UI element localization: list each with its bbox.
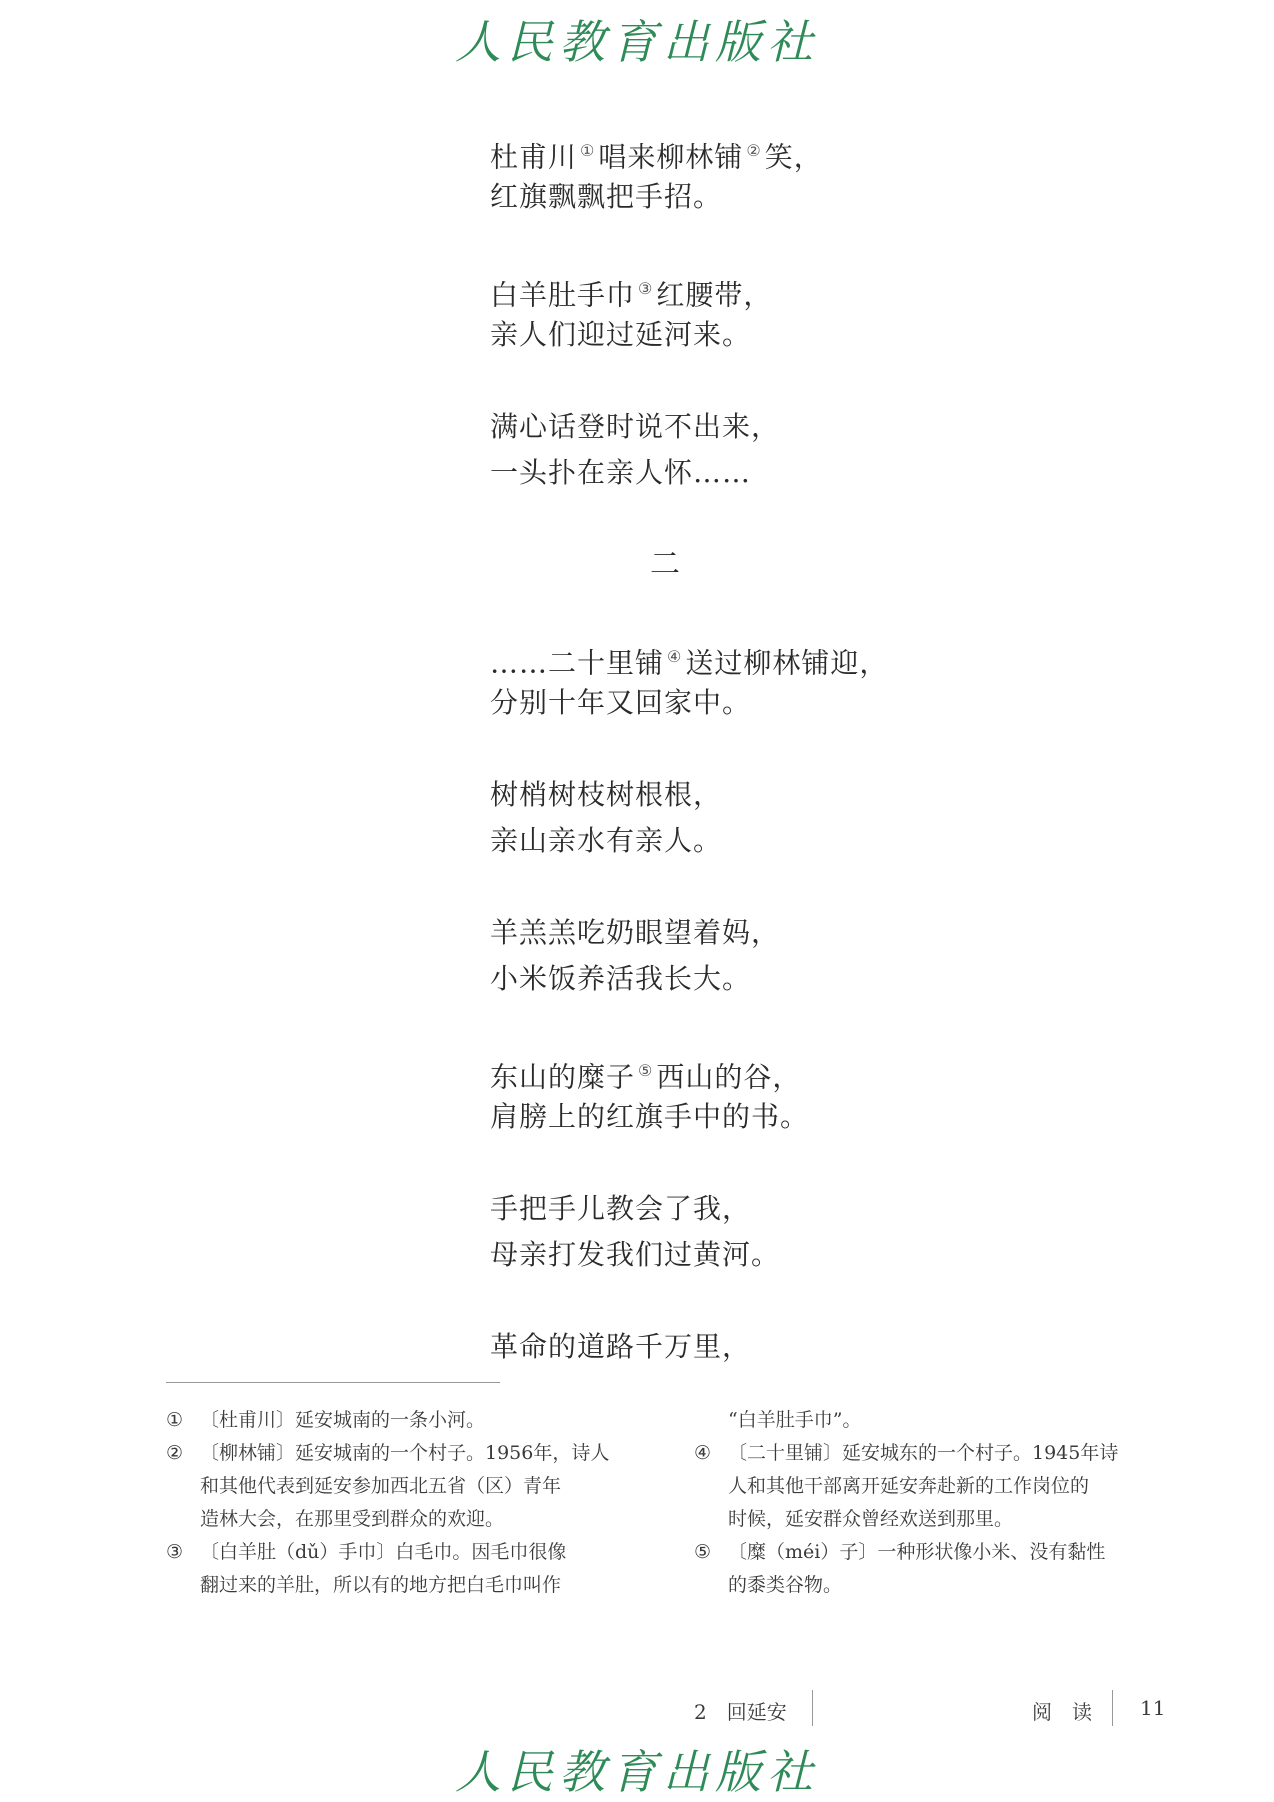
poem-line: 小米饭养活我长大。 bbox=[490, 962, 752, 995]
poem-line: 革命的道路千万里， bbox=[490, 1330, 752, 1363]
section-title: 二 bbox=[650, 547, 680, 582]
footnote-text: 造林大会，在那里受到群众的欢迎。 bbox=[200, 1508, 505, 1530]
stanza bbox=[490, 634, 1050, 726]
footnote-text: 的黍类谷物。 bbox=[728, 1574, 843, 1596]
poem-text: 杜甫川 bbox=[490, 140, 578, 174]
poem-text: 笑， bbox=[764, 140, 823, 174]
poem-line bbox=[490, 266, 1050, 312]
footnote-text: 〔白羊肚（dǔ）手巾〕白毛巾。因毛巾很像 bbox=[200, 1541, 567, 1563]
poem-line: 母亲打发我们过黄河。 bbox=[490, 1238, 781, 1271]
footnote-number: ④ bbox=[694, 1442, 712, 1464]
stanza bbox=[490, 1048, 1050, 1140]
poem-line bbox=[490, 128, 1050, 174]
poem-text: 红腰带， bbox=[656, 278, 773, 312]
footnote-marker[interactable]: ② bbox=[746, 141, 762, 160]
footnote-item bbox=[694, 1536, 1178, 1602]
footnote-number: ⑤ bbox=[694, 1541, 712, 1563]
footnote-item bbox=[166, 1404, 646, 1437]
footnote-number: ① bbox=[166, 1409, 184, 1431]
poem-line: 羊羔羔吃奶眼望着妈， bbox=[490, 916, 781, 949]
stanza bbox=[490, 404, 1050, 496]
poem-line: 手把手儿教会了我， bbox=[490, 1192, 752, 1225]
poem-text: ……二十里铺 bbox=[490, 646, 665, 680]
footnote-divider bbox=[166, 1382, 500, 1383]
footnote-text: 〔杜甫川〕延安城南的一条小河。 bbox=[200, 1409, 486, 1431]
footnote-text: 〔糜（méi）子〕一种形状像小米、没有黏性 bbox=[728, 1541, 1106, 1563]
publisher-logo-top: 人民教育出版社 bbox=[455, 15, 819, 69]
poem-line: 亲人们迎过延河来。 bbox=[490, 318, 752, 351]
poem-text: 送过柳林铺迎， bbox=[685, 646, 889, 680]
footnotes-right-column bbox=[694, 1404, 1178, 1602]
footnote-marker[interactable]: ④ bbox=[667, 647, 683, 666]
footnotes-left-column bbox=[166, 1404, 646, 1602]
stanza bbox=[490, 1186, 1050, 1278]
footnote-text: 时候，延安群众曾经欢送到那里。 bbox=[728, 1508, 1014, 1530]
poem-text: 白羊肚手巾 bbox=[490, 278, 636, 312]
footnote-text: 〔二十里铺〕延安城东的一个村子。1945年诗 bbox=[728, 1442, 1119, 1464]
poem-line: 满心话登时说不出来， bbox=[490, 410, 781, 443]
footnote-marker[interactable]: ③ bbox=[638, 279, 654, 298]
poem-line: 分别十年又回家中。 bbox=[490, 686, 752, 719]
footnote-marker[interactable]: ⑤ bbox=[638, 1061, 654, 1080]
lesson-title: 2 回延安 bbox=[694, 1700, 787, 1724]
stanza bbox=[490, 910, 1050, 1002]
unit-label: 阅 读 bbox=[1032, 1700, 1092, 1724]
footnote-item bbox=[166, 1437, 646, 1536]
footnote-text: 和其他代表到延安参加西北五省（区）青年 bbox=[200, 1475, 562, 1497]
footnote-continuation: “白羊肚手巾”。 bbox=[728, 1409, 862, 1431]
poem-text: 西山的谷， bbox=[656, 1060, 802, 1094]
footnote-number: ② bbox=[166, 1442, 184, 1464]
footnote-item bbox=[694, 1437, 1178, 1536]
poem-line bbox=[490, 1048, 1050, 1094]
footnote-number: ③ bbox=[166, 1541, 184, 1563]
poem-text: 东山的糜子 bbox=[490, 1060, 636, 1094]
stanza bbox=[490, 1324, 1050, 1370]
poem-text: 唱来柳林铺 bbox=[598, 140, 744, 174]
footnote-text: 人和其他干部离开延安奔赴新的工作岗位的 bbox=[728, 1475, 1090, 1497]
poem-line: 肩膀上的红旗手中的书。 bbox=[490, 1100, 810, 1133]
poem-line: 亲山亲水有亲人。 bbox=[490, 824, 723, 857]
stanza bbox=[490, 128, 1050, 220]
footnote-marker[interactable]: ① bbox=[580, 141, 596, 160]
footnote-item bbox=[166, 1536, 646, 1602]
stanza bbox=[490, 772, 1050, 864]
poem-line: 树梢树枝树根根， bbox=[490, 778, 723, 811]
poem-line bbox=[490, 634, 1050, 680]
footnote-text: 翻过来的羊肚，所以有的地方把白毛巾叫作 bbox=[200, 1574, 562, 1596]
stanza bbox=[490, 266, 1050, 358]
poem-body bbox=[490, 128, 1050, 1416]
poem-line: 一头扑在亲人怀…… bbox=[490, 456, 752, 489]
poem-line: 红旗飘飘把手招。 bbox=[490, 180, 723, 213]
page-number: 11 bbox=[1140, 1696, 1166, 1720]
footnote-text: 〔柳林铺〕延安城南的一个村子。1956年，诗人 bbox=[200, 1442, 610, 1464]
publisher-logo-bottom: 人民教育出版社 bbox=[455, 1745, 819, 1799]
